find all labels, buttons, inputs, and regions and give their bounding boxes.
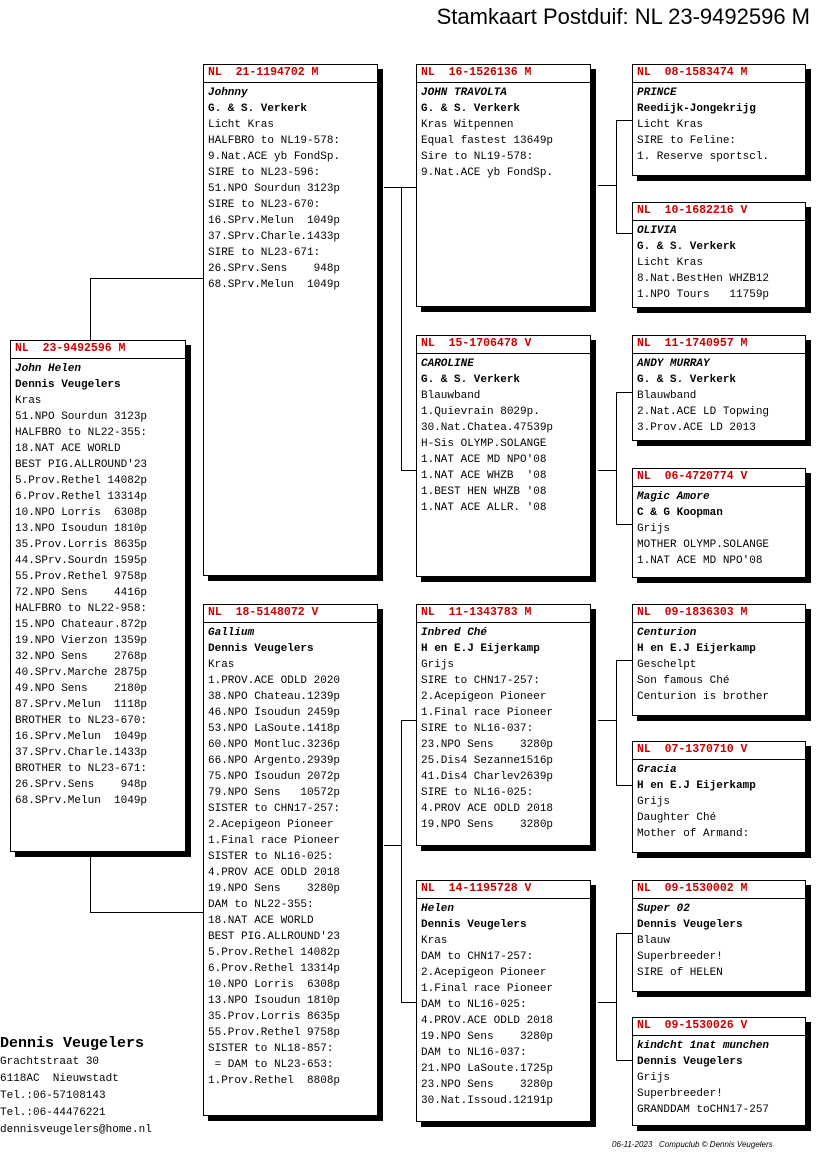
info-line: Licht Kras [208, 119, 275, 131]
info-line: SIRE to CHN17-257: [421, 675, 540, 687]
info-line: 60.NPO Montluc.3236p [208, 739, 341, 751]
info-line: 1.NAT ACE MD NPO'08 [637, 555, 763, 567]
info-line: 19.NPO Vierzon 1359p [15, 635, 148, 647]
info-line: 6.Prov.Rethel 13314p [15, 491, 148, 503]
pigeon-owner: Dennis Veugelers [421, 919, 527, 931]
info-line: 55.Prov.Rethel 9758p [208, 1027, 341, 1039]
connector-line [90, 852, 91, 912]
info-line: 55.Prov.Rethel 9758p [15, 571, 148, 583]
connector-line [616, 933, 617, 1060]
info-line: 87.SPrv.Melun 1118p [15, 699, 148, 711]
ring-number: NL 09-1530002 M [633, 881, 805, 899]
info-line: 37.SPrv.Charle.1433p [15, 747, 148, 759]
pigeon-name: Centurion [637, 627, 697, 639]
info-line: Superbreeder! [637, 951, 723, 963]
info-line: 35.Prov.Lorris 8635p [208, 1011, 341, 1023]
info-line: Equal fastest 13649p [421, 135, 554, 147]
connector-line [616, 120, 617, 233]
pigeon-name: Gallium [208, 627, 255, 639]
pigeon-card-dss [632, 604, 806, 716]
connector-line [616, 660, 617, 785]
pigeon-card-sire [203, 64, 378, 576]
ring-number: NL 23-9492596 M [11, 341, 185, 359]
info-line: 1.Prov.Rethel 8808p [208, 1075, 341, 1087]
info-line: SIRE to NL16-037: [421, 723, 534, 735]
info-line: GRANDDAM toCHN17-257 [637, 1104, 770, 1116]
pigeon-owner: Dennis Veugelers [637, 919, 743, 931]
pigeon-name: JOHN TRAVOLTA [421, 87, 507, 99]
info-line: DAM to CHN17-257: [421, 951, 534, 963]
connector-line [90, 278, 204, 279]
pigeon-owner: G. & S. Verkerk [421, 374, 521, 386]
info-line: 2.Acepigeon Pioneer [421, 691, 547, 703]
info-line: 66.NPO Argento.2939p [208, 755, 341, 767]
info-line: 26.SPrv.Sens 948p [208, 263, 341, 275]
page-title: Stamkaart Postduif: NL 23-9492596 M [436, 4, 810, 29]
connector-line [616, 233, 632, 234]
info-line: 2.Acepigeon Pioneer [208, 819, 334, 831]
breeder-postcode: 6118AC Nieuwstadt [0, 1073, 119, 1085]
info-line: SIRE to NL23-596: [208, 167, 321, 179]
connector-line [598, 720, 616, 721]
info-line: Daughter Ché [637, 812, 717, 824]
pigeon-owner: C & G Koopman [637, 507, 723, 519]
info-line: 25.Dis4 Sezanne1516p [421, 755, 554, 767]
breeder-name: Dennis Veugelers [0, 1035, 145, 1052]
info-line: HALFBRO to NL22-355: [15, 427, 148, 439]
connector-line [90, 912, 204, 913]
info-line: 13.NPO Isoudun 1810p [15, 523, 148, 535]
info-line: SISTER to NL16-025: [208, 851, 334, 863]
pigeon-card-ddd [632, 1017, 806, 1126]
info-line: 1.NAT ACE WHZB '08 [421, 470, 547, 482]
info-line: 21.NPO LaSoute.1725p [421, 1063, 554, 1075]
ring-number: NL 11-1740957 M [633, 336, 805, 354]
connector-line [616, 933, 632, 934]
info-line: Sire to NL19-578: [421, 151, 534, 163]
breeder-phone: Tel.:06-57108143 [0, 1090, 106, 1102]
info-line: 19.NPO Sens 3280p [421, 819, 554, 831]
info-line: BROTHER to NL23-671: [15, 763, 148, 775]
pigeon-name: Johnny [208, 87, 248, 99]
info-line: SIRE to Feline: [637, 135, 737, 147]
info-line: 9.Nat.ACE yb FondSp. [421, 167, 554, 179]
info-line: 1.NPO Tours 11759p [637, 289, 770, 301]
info-line: 19.NPO Sens 3280p [421, 1031, 554, 1043]
info-line: 3.Prov.ACE LD 2013 [637, 422, 756, 434]
ring-number: NL 11-1343783 M [417, 605, 590, 623]
pigeon-card-sss [632, 64, 806, 176]
info-line: Blauwband [637, 390, 697, 402]
pigeon-card-sire-dam [416, 335, 591, 577]
info-line: Son famous Ché [637, 675, 730, 687]
info-line: 5.Prov.Rethel 14082p [15, 475, 148, 487]
pigeon-name: ANDY MURRAY [637, 358, 710, 370]
info-line: BEST PIG.ALLROUND'23 [208, 931, 341, 943]
connector-line [401, 470, 417, 471]
connector-line [384, 845, 401, 846]
info-line: 51.NPO Sourdun 3123p [15, 411, 148, 423]
connector-line [90, 278, 91, 340]
ring-number: NL 16-1526136 M [417, 65, 590, 83]
info-line: SISTER to CHN17-257: [208, 803, 341, 815]
info-line: Mother of Armand: [637, 828, 750, 840]
connector-line [616, 392, 632, 393]
info-line: Grijs [637, 1072, 671, 1084]
pigeon-owner: Dennis Veugelers [208, 643, 314, 655]
pigeon-name: Inbred Ché [421, 627, 488, 639]
info-line: = DAM to NL23-653: [208, 1059, 334, 1071]
info-line: Licht Kras [637, 257, 704, 269]
info-line: Grijs [637, 796, 671, 808]
pigeon-name: CAROLINE [421, 358, 474, 370]
breeder-contact [0, 1034, 152, 1139]
breeder-address: Grachtstraat 30 [0, 1056, 100, 1068]
breeder-phone: Tel.:06-44476221 [0, 1107, 106, 1119]
pigeon-name: kindcht 1nat munchen [637, 1040, 770, 1052]
connector-line [616, 524, 632, 525]
info-line: 1.NAT ACE ALLR. '08 [421, 502, 547, 514]
info-line: 46.NPO Isoudun 2459p [208, 707, 341, 719]
pigeon-name: PRINCE [637, 87, 677, 99]
pigeon-card-ssd [632, 202, 806, 308]
pigeon-card-main [10, 340, 186, 852]
info-line: 18.NAT ACE WORLD [208, 915, 314, 927]
info-line: Licht Kras [637, 119, 704, 131]
info-line: Geschelpt [637, 659, 697, 671]
pigeon-name: OLIVIA [637, 225, 677, 237]
info-line: SIRE to NL16-025: [421, 787, 534, 799]
info-line: Centurion is brother [637, 691, 770, 703]
info-line: Kras [421, 935, 448, 947]
connector-line [401, 1002, 417, 1003]
info-line: 16.SPrv.Melun 1049p [208, 215, 341, 227]
pigeon-card-sire-sire [416, 64, 591, 307]
pigeon-card-sds [632, 335, 806, 441]
ring-number: NL 14-1195728 V [417, 881, 590, 899]
pigeon-owner: G. & S. Verkerk [208, 103, 308, 115]
connector-line [616, 120, 632, 121]
info-line: 1.PROV.ACE ODLD 2020 [208, 675, 341, 687]
pigeon-owner: G. & S. Verkerk [637, 374, 737, 386]
info-line: SISTER to NL18-857: [208, 1043, 334, 1055]
info-line: 35.Prov.Lorris 8635p [15, 539, 148, 551]
info-line: 68.SPrv.Melun 1049p [208, 279, 341, 291]
pigeon-name: Helen [421, 903, 455, 915]
connector-line [598, 470, 616, 471]
info-line: Kras [15, 395, 42, 407]
connector-line [401, 187, 402, 470]
ring-number: NL 15-1706478 V [417, 336, 590, 354]
connector-line [616, 785, 632, 786]
breeder-email: dennisveugelers@home.nl [0, 1124, 152, 1136]
info-line: 2.Acepigeon Pioneer [421, 967, 547, 979]
info-line: 4.PROV ACE ODLD 2018 [421, 803, 554, 815]
info-line: 68.SPrv.Melun 1049p [15, 795, 148, 807]
connector-line [401, 720, 417, 721]
info-line: HALFBRO to NL22-958: [15, 603, 148, 615]
info-line: 30.Nat.Chatea.47539p [421, 422, 554, 434]
info-line: 5.Prov.Rethel 14082p [208, 947, 341, 959]
info-line: 13.NPO Isoudun 1810p [208, 995, 341, 1007]
info-line: H-Sis OLYMP.SOLANGE [421, 438, 547, 450]
pigeon-owner: G. & S. Verkerk [637, 241, 737, 253]
ring-number: NL 06-4720774 V [633, 469, 805, 487]
info-line: 10.NPO Lorris 6308p [208, 979, 341, 991]
info-line: 38.NPO Chateau.1239p [208, 691, 341, 703]
info-line: 26.SPrv.Sens 948p [15, 779, 148, 791]
info-line: 1.BEST HEN WHZB '08 [421, 486, 547, 498]
connector-line [401, 720, 402, 1002]
info-line: Grijs [637, 523, 671, 535]
info-line: 41.Dis4 Charlev2639p [421, 771, 554, 783]
info-line: Kras Witpennen [421, 119, 514, 131]
pigeon-owner: H en E.J Eijerkamp [637, 780, 756, 792]
pigeon-owner: G. & S. Verkerk [421, 103, 521, 115]
info-line: 6.Prov.Rethel 13314p [208, 963, 341, 975]
info-line: 2.Nat.ACE LD Topwing [637, 406, 770, 418]
info-line: Kras [208, 659, 235, 671]
info-line: 40.SPrv.Marche 2875p [15, 667, 148, 679]
connector-line [384, 187, 417, 188]
pigeon-card-dam-sire [416, 604, 591, 846]
pigeon-card-sdd [632, 468, 806, 578]
info-line: 23.NPO Sens 3280p [421, 1079, 554, 1091]
ring-number: NL 21-1194702 M [204, 65, 377, 83]
info-line: 1.Final race Pioneer [208, 835, 341, 847]
info-line: DAM to NL16-025: [421, 999, 527, 1011]
ring-number: NL 10-1682216 V [633, 203, 805, 221]
info-line: 19.NPO Sens 3280p [208, 883, 341, 895]
pigeon-name: John Helen [15, 363, 82, 375]
info-line: 9.Nat.ACE yb FondSp. [208, 151, 341, 163]
info-line: 8.Nat.BestHen WHZB12 [637, 273, 770, 285]
ring-number: NL 08-1583474 M [633, 65, 805, 83]
pigeon-owner: Reedijk-Jongekrijg [637, 103, 756, 115]
ring-number: NL 18-5148072 V [204, 605, 377, 623]
pigeon-name: Magic Amore [637, 491, 710, 503]
info-line: Blauw [637, 935, 671, 947]
info-line: SIRE of HELEN [637, 967, 723, 979]
info-line: 44.SPrv.Sourdn 1595p [15, 555, 148, 567]
ring-number: NL 07-1370710 V [633, 742, 805, 760]
footer-credit: 06-11-2023 Compuclub © Dennis Veugelers [612, 1140, 773, 1149]
connector-line [598, 1002, 616, 1003]
info-line: 16.SPrv.Melun 1049p [15, 731, 148, 743]
info-line: BEST PIG.ALLROUND'23 [15, 459, 148, 471]
pigeon-card-dam-dam [416, 880, 591, 1122]
pigeon-owner: H en E.J Eijerkamp [421, 643, 540, 655]
pigeon-name: Super 02 [637, 903, 690, 915]
connector-line [616, 392, 617, 524]
info-line: Grijs [421, 659, 455, 671]
info-line: 53.NPO LaSoute.1418p [208, 723, 341, 735]
info-line: 10.NPO Lorris 6308p [15, 507, 148, 519]
info-line: 1.Final race Pioneer [421, 707, 554, 719]
info-line: 4.PROV.ACE ODLD 2018 [421, 1015, 554, 1027]
info-line: SIRE to NL23-670: [208, 199, 321, 211]
info-line: BROTHER to NL23-670: [15, 715, 148, 727]
info-line: 4.PROV ACE ODLD 2018 [208, 867, 341, 879]
ring-number: NL 09-1836303 M [633, 605, 805, 623]
info-line: 75.NPO Isoudun 2072p [208, 771, 341, 783]
info-line: DAM to NL22-355: [208, 899, 314, 911]
info-line: 30.Nat.Issoud.12191p [421, 1095, 554, 1107]
info-line: 79.NPO Sens 10572p [208, 787, 341, 799]
info-line: 18.NAT ACE WORLD [15, 443, 121, 455]
info-line: 1. Reserve sportscl. [637, 151, 770, 163]
pigeon-card-dam [203, 604, 378, 1116]
info-line: 51.NPO Sourdun 3123p [208, 183, 341, 195]
info-line: SIRE to NL23-671: [208, 247, 321, 259]
info-line: DAM to NL16-037: [421, 1047, 527, 1059]
info-line: 32.NPO Sens 2768p [15, 651, 148, 663]
connector-line [598, 185, 616, 186]
pigeon-name: Gracia [637, 764, 677, 776]
pigeon-card-dds [632, 880, 806, 992]
connector-line [616, 1060, 632, 1061]
pigeon-card-dsd [632, 741, 806, 853]
info-line: 1.NAT ACE MD NPO'08 [421, 454, 547, 466]
info-line: 37.SPrv.Charle.1433p [208, 231, 341, 243]
info-line: 1.Quievrain 8029p. [421, 406, 540, 418]
info-line: 1.Final race Pioneer [421, 983, 554, 995]
info-line: HALFBRO to NL19-578: [208, 135, 341, 147]
info-line: 15.NPO Chateaur.872p [15, 619, 148, 631]
info-line: MOTHER OLYMP.SOLANGE [637, 539, 770, 551]
info-line: Superbreeder! [637, 1088, 723, 1100]
pigeon-owner: H en E.J Eijerkamp [637, 643, 756, 655]
ring-number: NL 09-1530026 V [633, 1018, 805, 1036]
connector-line [616, 660, 632, 661]
pigeon-owner: Dennis Veugelers [637, 1056, 743, 1068]
info-line: 49.NPO Sens 2180p [15, 683, 148, 695]
info-line: Blauwband [421, 390, 481, 402]
info-line: 72.NPO Sens 4416p [15, 587, 148, 599]
info-line: 23.NPO Sens 3280p [421, 739, 554, 751]
pigeon-owner: Dennis Veugelers [15, 379, 121, 391]
